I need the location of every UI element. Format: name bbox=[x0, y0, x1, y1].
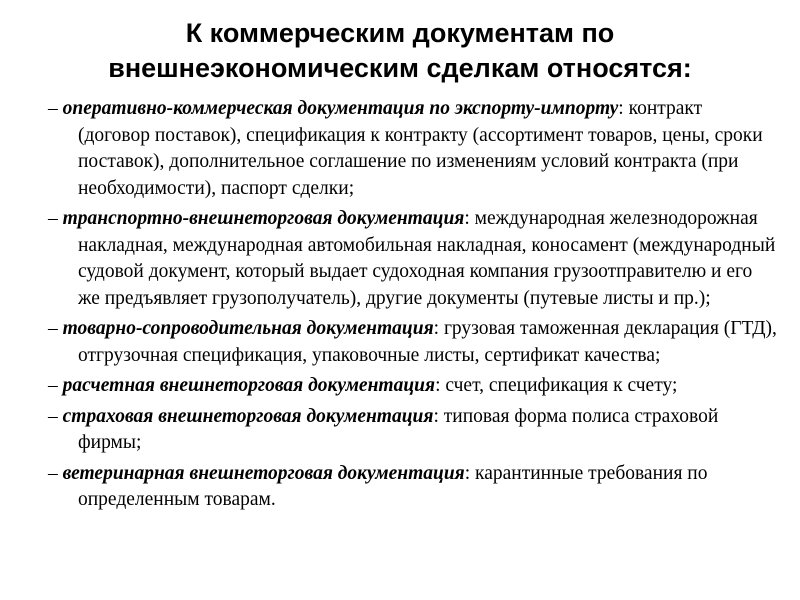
list-item-term: страховая внешнеторговая документация bbox=[62, 405, 434, 427]
list-item-insurance bbox=[48, 404, 778, 457]
list-item-separator: : bbox=[464, 462, 476, 484]
list-item-term: расчетная внешнеторговая документация bbox=[62, 375, 436, 396]
list-item-transport bbox=[48, 206, 778, 312]
list-item-text: грузовая таможенная декларация (ГТД), отгрузочная спецификация, упаковочные листы, сертификат качества; bbox=[78, 318, 777, 366]
list-item-text: типовая форма полиса страховой фирмы; bbox=[78, 405, 719, 453]
list-item-term: товарно-сопроводительная документация bbox=[62, 318, 434, 339]
list-item-accompanying bbox=[48, 316, 778, 369]
document-type-list bbox=[48, 96, 778, 518]
list-item-separator: : bbox=[433, 318, 444, 339]
list-item-separator: : bbox=[435, 375, 446, 396]
list-item-dash: – bbox=[48, 462, 63, 484]
list-item-settlement bbox=[48, 373, 778, 400]
list-item-dash: – bbox=[48, 208, 63, 229]
list-item-separator: : bbox=[464, 208, 475, 229]
page-title-line-1: К коммерческим документам по bbox=[185, 18, 615, 48]
list-item-term: ветеринарная внешнеторговая документация bbox=[62, 462, 465, 484]
list-item-veterinary bbox=[48, 461, 778, 514]
list-item-separator: : bbox=[618, 98, 629, 119]
list-item-term: оперативно-коммерческая документация по экспорту-импорту bbox=[62, 98, 619, 119]
list-item-separator: : bbox=[433, 405, 444, 427]
list-item-dash: – bbox=[48, 405, 63, 427]
page-title bbox=[0, 16, 800, 86]
list-item-dash: – bbox=[48, 375, 63, 396]
list-item-dash: – bbox=[48, 98, 63, 119]
list-item-text: международная железнодорожная накладная, международная автомобильная накладная, коносамент (международный судовой документ, который выдает судоходная компания грузоотправителю и его же предъявляет грузополучатель), другие документы (путевые листы и пр.); bbox=[78, 208, 776, 309]
list-item-term: транспортно-внешнеторговая документация bbox=[62, 208, 465, 229]
list-item-dash: – bbox=[48, 318, 63, 339]
page-title-line-2: внешнеэкономическим сделкам относятся: bbox=[108, 53, 692, 83]
list-item-text: счет, спецификация к счету; bbox=[445, 375, 678, 396]
list-item-text: контракт (договор поставок), спецификация к контракту (ассортимент товаров, цены, сроки поставок), дополнительное соглашение по изменениям условий контракта (при необходимости), паспорт сделки; bbox=[78, 98, 763, 199]
list-item-text: карантинные требования по определенным товарам. bbox=[78, 462, 708, 510]
list-item-operational-commercial bbox=[48, 96, 778, 202]
